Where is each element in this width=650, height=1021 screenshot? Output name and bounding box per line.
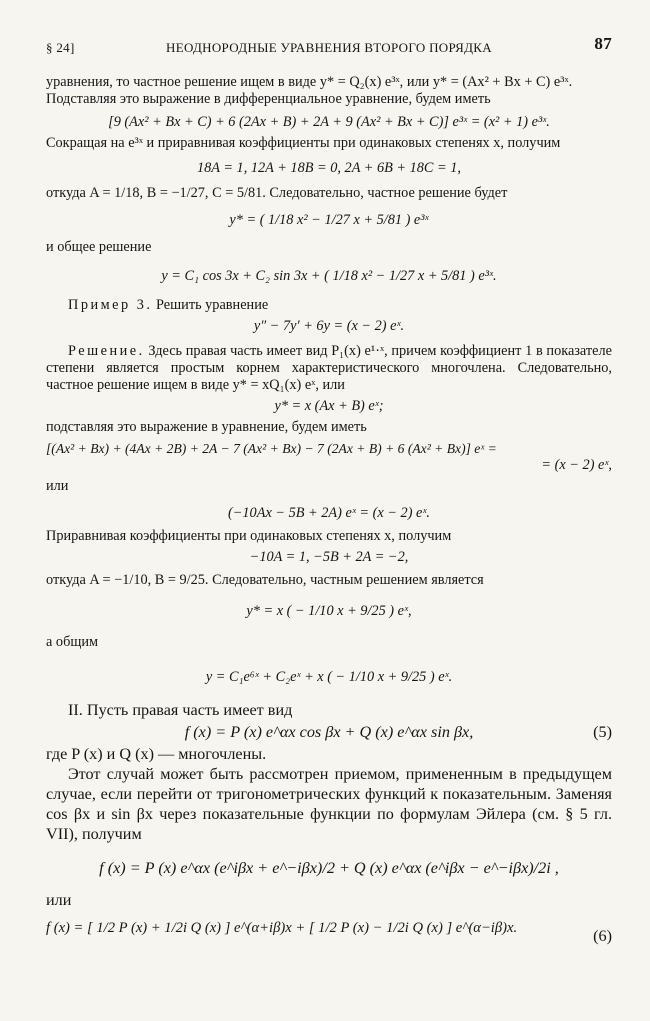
equation: f (x) = [ 1/2 P (x) + 1/2i Q (x) ] e^(α+iβ)x + [ 1/2 P (x) − 1/2i Q (x) ] e^(α−iβ)x. — [46, 920, 518, 936]
solution-label: Решение. — [68, 343, 145, 359]
equation: [9 (Ax² + Bx + C) + 6 (2Ax + B) + 2A + 9 (Ax² + Bx + C)] e³ˣ = (x² + 1) e³ˣ. — [108, 114, 550, 130]
equation: y* = ( 1/18 x² − 1/27 x + 5/81 ) e³ˣ — [229, 212, 429, 228]
text-line: а общим — [46, 634, 99, 650]
example-3-heading — [46, 297, 612, 314]
equation: [(Ax² + Bx) + (4Ax + 2B) + 2A − 7 (Ax² + Bx) − 7 (2Ax + B) + 6 (Ax² + Bx)] eˣ = — [46, 441, 497, 456]
example-label: Пример 3. — [68, 297, 153, 313]
example-2-continuation — [46, 74, 612, 686]
text-line: подставляя это выражение в уравнение, будем иметь — [46, 419, 367, 435]
paragraph: Этот случай может быть рассмотрен приемом, примененным в предыдущем случае, если перейти от тригонометрических функций к показательным. Заменяя cos βx и sin βx через показательные функции по формулам Эйлера (см. § 5 гл. VII), получим — [46, 765, 612, 843]
text-line: где P (x) и Q (x) — многочлены. — [46, 745, 267, 763]
text-line: уравнения, то частное решение ищем в виде y* = Q₂(x) e³ˣ, или y* = (Ax² + Bx + C) e³ˣ. — [46, 74, 573, 90]
text-line: или — [46, 478, 69, 494]
equation: f (x) = P (x) e^αx (e^iβx + e^−iβx)/2 + Q (x) e^αx (e^iβx − e^−iβx)/2i , — [99, 859, 559, 877]
text-line: или — [46, 891, 72, 909]
page-number: 87 — [594, 34, 612, 53]
equation: f (x) = P (x) e^αx cos βx + Q (x) e^αx sin βx, — [184, 723, 474, 741]
page-body — [46, 74, 612, 945]
equation-number: (6) — [593, 927, 612, 945]
equation: y = C₁e⁶ˣ + C₂eˣ + x ( − 1/10 x + 9/25 ) eˣ. — [205, 669, 453, 685]
text-line: Приравнивая коэффициенты при одинаковых степенях x, получим — [46, 528, 452, 544]
equation: 18A = 1, 12A + 18B = 0, 2A + 6B + 18C = 1, — [196, 160, 461, 176]
text-line: Подставляя это выражение в дифференциальное уравнение, будем иметь — [46, 91, 491, 107]
equation: y″ − 7y′ + 6y = (x − 2) eˣ. — [253, 318, 405, 334]
solution-text: Здесь правая часть имеет вид P₁(x) e¹·ˣ, причем коэффициент 1 в показателе степени является простым корнем характеристического многочлена. Следовательно, частное решение ищем в виде y* = xQ₁(x) eˣ, или — [46, 343, 612, 393]
running-header — [46, 34, 612, 58]
equation: y = C₁ cos 3x + C₂ sin 3x + ( 1/18 x² − 1/27 x + 5/81 ) e³ˣ. — [161, 268, 497, 284]
equation-number: (5) — [593, 723, 612, 741]
case-two-section — [46, 700, 612, 945]
example-text: Решить уравнение — [156, 297, 269, 313]
solution-paragraph — [46, 343, 612, 394]
text-line: Сокращая на e³ˣ и приравнивая коэффициенты при одинаковых степенях x, получим — [46, 135, 561, 151]
text-line: откуда A = 1/18, B = −1/27, C = 5/81. Следовательно, частное решение будет — [46, 185, 508, 201]
equation: y* = x (Ax + B) eˣ; — [274, 398, 384, 414]
chapter-title: НЕОДНОРОДНЫЕ УРАВНЕНИЯ ВТОРОГО ПОРЯДКА — [166, 40, 492, 55]
text-line: откуда A = −1/10, B = 9/25. Следовательно, частным решением является — [46, 572, 484, 588]
numbered-equation-5 — [46, 722, 612, 742]
numbered-equation-6 — [46, 918, 612, 945]
equation: = (x − 2) eˣ, — [541, 457, 612, 473]
text-line: и общее решение — [46, 239, 152, 255]
equation: −10A = 1, −5B + 2A = −2, — [249, 549, 409, 565]
equation: (−10Ax − 5B + 2A) eˣ = (x − 2) eˣ. — [228, 505, 430, 521]
text-line: II. Пусть правая часть имеет вид — [68, 701, 293, 719]
section-reference: § 24] — [46, 40, 75, 55]
equation: y* = x ( − 1/10 x + 9/25 ) eˣ, — [246, 603, 412, 619]
